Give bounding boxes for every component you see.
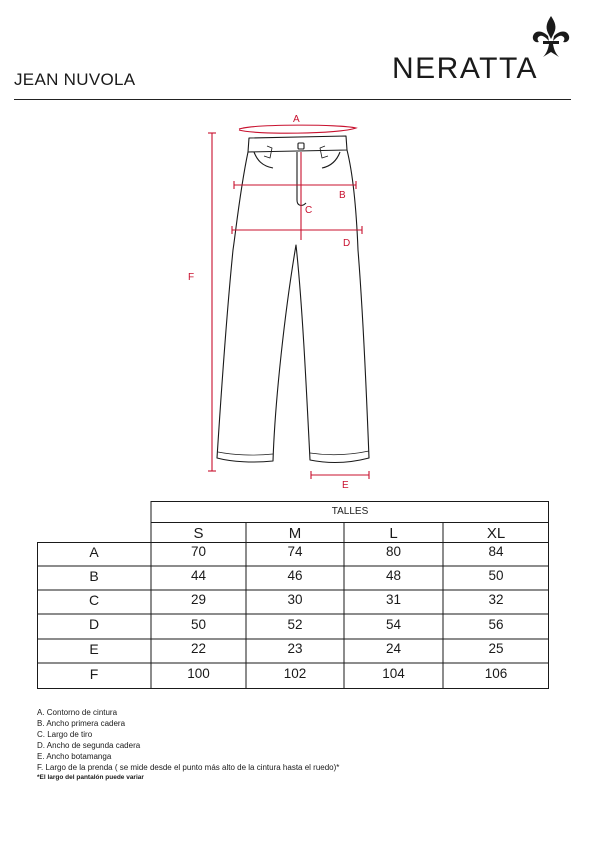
table-cell: 25 xyxy=(488,641,504,656)
row-label: B xyxy=(89,568,99,584)
table-cell: 74 xyxy=(287,544,303,559)
table-cell: 46 xyxy=(287,568,303,583)
label-b: B xyxy=(339,190,346,201)
legend-item: E. Ancho botamanga xyxy=(37,752,112,761)
legend-item: A. Contorno de cintura xyxy=(37,708,118,717)
table-cell: 106 xyxy=(484,666,508,681)
size-table xyxy=(37,501,549,689)
table-cell: 48 xyxy=(385,568,402,583)
table-cell: 100 xyxy=(187,666,210,681)
label-d: D xyxy=(343,238,351,249)
legend-item: F. Largo de la prenda ( se mide desde el punto más alto de la cintura hasta el ruedo)* xyxy=(37,763,340,772)
row-label: D xyxy=(88,616,100,632)
table-cell: 84 xyxy=(488,544,504,559)
table-cell: 44 xyxy=(190,568,207,583)
label-e: E xyxy=(342,480,349,491)
table-cell: 54 xyxy=(385,617,402,632)
legend-item: B. Ancho primera cadera xyxy=(37,719,126,728)
size-header: M xyxy=(288,525,302,542)
table-cell: 56 xyxy=(488,617,504,632)
table-cell: 23 xyxy=(287,641,303,656)
table-cell: 32 xyxy=(488,592,504,607)
jeans-diagram xyxy=(0,110,595,495)
measurement-lines xyxy=(208,125,369,479)
row-label: E xyxy=(89,641,99,657)
row-label: A xyxy=(89,544,99,560)
label-a: A xyxy=(293,114,300,125)
legend-item: C. Largo de tiro xyxy=(37,730,93,739)
size-header: L xyxy=(389,525,398,542)
table-title: TALLES xyxy=(331,506,369,517)
legend-item: D. Ancho de segunda cadera xyxy=(37,741,141,750)
table-cell: 29 xyxy=(190,592,207,607)
table-cell: 30 xyxy=(287,592,303,607)
table-cell: 104 xyxy=(382,666,405,681)
label-f: F xyxy=(188,272,195,283)
table-cell: 102 xyxy=(283,666,307,681)
table-cell: 31 xyxy=(385,592,402,607)
size-header: S xyxy=(193,525,204,542)
table-cell: 52 xyxy=(287,617,303,632)
header-divider xyxy=(14,99,571,100)
row-label: C xyxy=(88,592,100,608)
legend-note: *El largo del pantalón puede variar xyxy=(37,774,144,781)
brand-logo: NERATTA xyxy=(392,52,539,85)
table-cell: 22 xyxy=(190,641,207,656)
row-label: F xyxy=(89,666,99,682)
table-cell: 80 xyxy=(385,544,402,559)
label-c: C xyxy=(305,205,313,216)
table-cell: 50 xyxy=(488,568,504,583)
table-cell: 50 xyxy=(190,617,207,632)
size-header: XL xyxy=(486,525,506,542)
table-cell: 24 xyxy=(385,641,402,656)
product-title: JEAN NUVOLA xyxy=(14,70,136,89)
measurement-legend xyxy=(37,707,339,782)
table-cell: 70 xyxy=(190,544,207,559)
